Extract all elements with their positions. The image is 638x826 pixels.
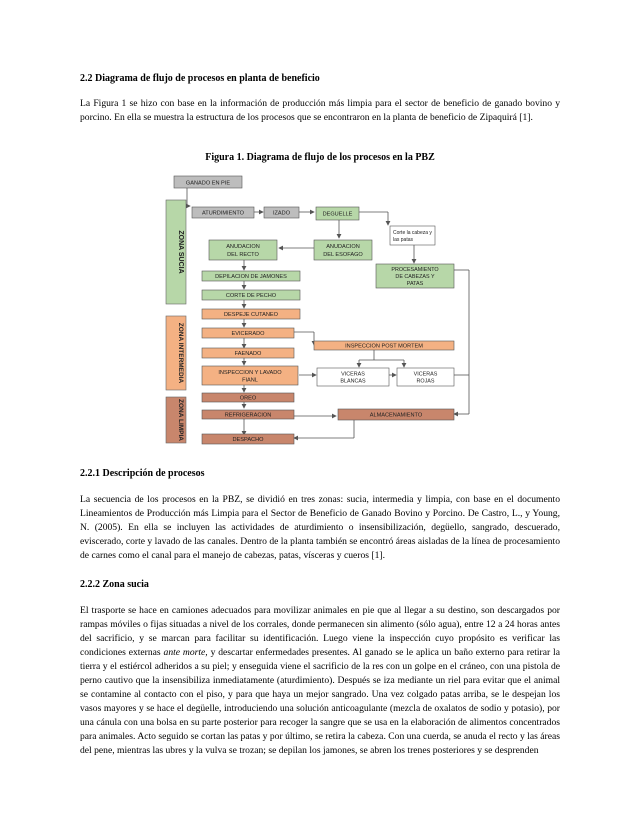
figure-caption: Figura 1. Diagrama de flujo de los procesos en la PBZ <box>205 152 435 163</box>
zone-sucia-label: ZONA SUCIA <box>177 230 184 274</box>
process-flow-diagram <box>164 170 490 448</box>
label-almacenamiento: ALMACENAMIENTO <box>369 412 423 419</box>
label-izado: IZADO <box>272 210 291 217</box>
subsection-1-paragraph: La secuencia de los procesos en la PBZ, se dividió en tres zonas: sucia, intermedia y limpia, con base en el documento Lineamientos de Producción más Limpia para el Sector de Beneficio de Ganado Bovino y Porcino. De Castro, L., y Young, N. (2005). En ella se incluyen las actividades de aturdimiento o insensibilización, degüello, sangrado, descuerado, eviscerado, corte y lavado de las canales. Dentro de la planta también se encontró áreas aisladas de la línea de procesamiento de carnes como el canal para el manejo de cabezas, patas, vísceras y cueros [1]. <box>80 494 560 561</box>
sub2-italic: ante morte, <box>163 647 208 658</box>
label-vb-2: BLANCAS <box>340 378 366 385</box>
label-despeje: DESPEJE CUTANEO <box>224 312 278 318</box>
label-inspeccion-post: INSPECCION POST MORTEM <box>345 343 423 350</box>
label-refrigeracion: REFRIGERACION <box>224 412 272 419</box>
zone-intermedia-label: ZONA INTERMEDIA <box>177 322 184 384</box>
subsection-2-paragraph <box>80 604 560 758</box>
zone-limpia-label: ZONA LIMPIA <box>177 398 184 442</box>
label-vr-1: VICERAS <box>413 371 438 378</box>
label-anudacion-esofago-1: ANUDACION <box>326 244 360 250</box>
label-oreo: OREO <box>239 395 257 402</box>
label-procesamiento-2: DE CABEZAS Y <box>395 274 435 280</box>
label-corte-pecho: CORTE DE PECHO <box>225 293 277 299</box>
label-ganado-en-pie: GANADO EN PIE <box>185 180 231 187</box>
label-procesamiento-3: PATAS <box>406 281 424 287</box>
label-vr-2: ROJAS <box>416 378 435 385</box>
label-faenado: FAENADO <box>234 351 262 357</box>
label-corte-cabeza-2: las patas <box>393 237 414 243</box>
label-procesamiento-1: PROCESAMIENTO <box>391 267 439 273</box>
sub2-text-b: y descartar enfermedades presentes. Al ganado se le aplica un baño externo para retirar la tierra y el estiércol adheridos a su piel; y enseguida viene el sacrificio de la res con un golpe en el cráneo, con una pistola de perno cautivo que la insensibiliza inmediatamente (aturdimiento). Después se iza mediante un riel para evitar que el animal se contamine al contacto con el piso, y para que haya un mejor sangrado. Una vez colgado patas arriba, se le despejan los vasos mayores y se hace el degüelle, introduciendo una solución anticoagulante (mezcla de oxalatos de sodio y potasio), por una cánula con una bolsa en su parte posterior para recoger la sangre que se usa en la elaboración de alimentos concentrados para animales. Acto seguido se cortan las patas y por último, se retira la cabeza. Con una cuerda, se anuda el recto y las áreas del pene, mientras las ubres y la vulva se trozan; se depilan los jamones, se abren los trenes posteriores y se desprenden <box>80 647 560 756</box>
label-anudacion-esofago-2: DEL ESOFAGO <box>323 252 363 258</box>
intro-paragraph: La Figura 1 se hizo con base en la información de producción más limpia para el sector de beneficio de ganado bovino y porcino. En ella se muestra la estructura de los procesos que se encontraron en la planta de beneficio de Zipaquirá [1]. <box>80 98 560 123</box>
label-inspeccion-lavado-1: INSPECCION Y LAVADO <box>218 370 282 376</box>
label-eviscerado: EVICERADO <box>231 331 265 337</box>
subsection-heading-1: 2.2.1 Descripción de procesos <box>80 468 205 479</box>
label-anudacion-recto-2: DEL RECTO <box>227 252 259 258</box>
subsection-heading-2: 2.2.2 Zona sucia <box>80 579 149 590</box>
label-deguelle: DEGUELLE <box>322 211 353 218</box>
label-aturdimiento: ATURDIMIENTO <box>201 210 245 217</box>
sub2-text-a: El trasporte se hace en camiones adecuados para movilizar animales en pie que al llegar a su destino, son descargados por rampas móviles o fijas situadas a nivel de los corrales, donde permanecen sin alimento (sólo agua), entre 12 a 24 horas antes del sacrificio, y se marcan para facilitar su identificación. Luego viene la inspección cuyo propósito es verificar las condiciones externas <box>80 605 560 658</box>
label-anudacion-recto-1: ANUDACION <box>226 244 260 250</box>
label-corte-cabeza-1: Corte la cabeza y <box>393 230 432 236</box>
label-inspeccion-lavado-2: FIANL <box>242 377 258 384</box>
label-despacho: DESPACHO <box>232 437 264 443</box>
label-depilacion: DEPILACION DE JAMONES <box>215 274 287 280</box>
section-heading: 2.2 Diagrama de flujo de procesos en planta de beneficio <box>80 73 320 84</box>
label-vb-1: VICERAS <box>341 371 365 378</box>
